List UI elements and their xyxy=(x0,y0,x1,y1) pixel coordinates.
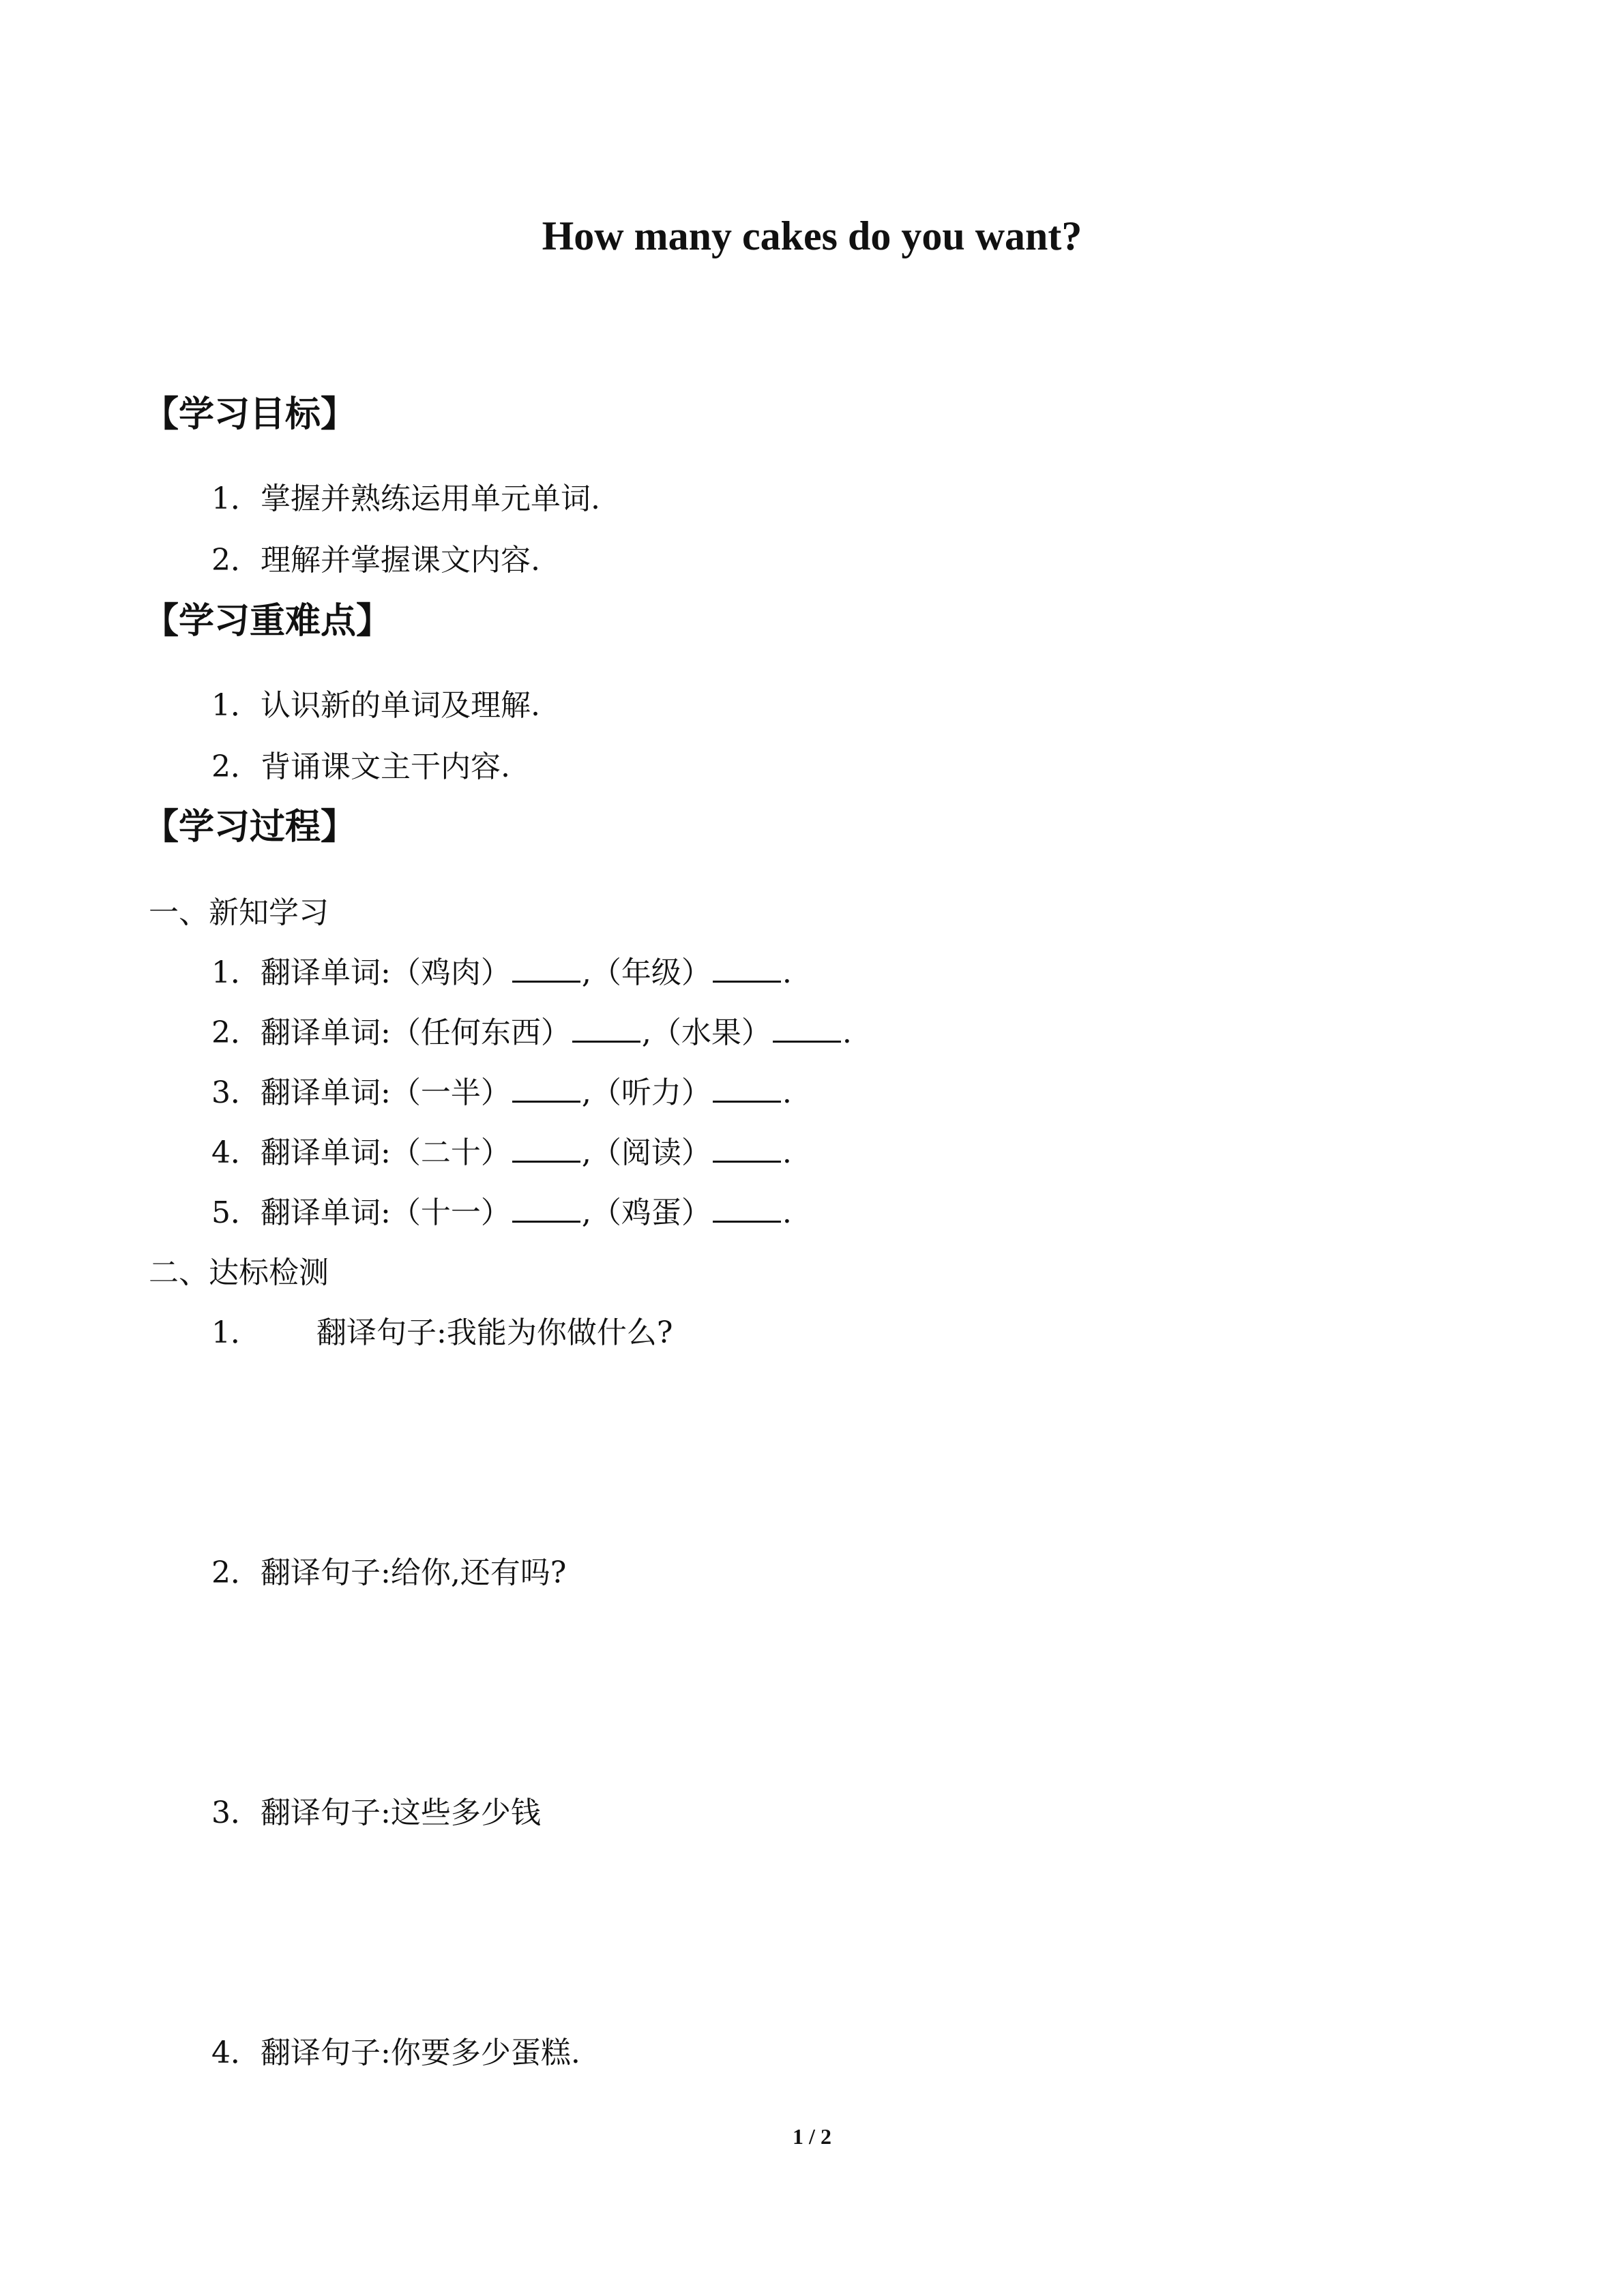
answer-blank[interactable] xyxy=(713,1073,781,1103)
page-number: 1 / 2 xyxy=(793,2124,831,2149)
answer-blank[interactable] xyxy=(512,1073,580,1103)
vocab-item: 1．翻译单词:（鸡肉） ,（年级） . xyxy=(211,948,792,992)
answer-blank[interactable] xyxy=(572,1013,640,1043)
answer-blank[interactable] xyxy=(512,1133,580,1163)
translation-item: 2．翻译句子:给你,还有吗? xyxy=(211,1555,567,1590)
subsection-heading-new-knowledge: 一、新知学习 xyxy=(149,895,329,930)
answer-blank[interactable] xyxy=(512,953,580,983)
translation-item: 1． 翻译句子:我能为你做什么? xyxy=(211,1315,673,1350)
section-heading-process: 【学习过程】 xyxy=(143,807,357,848)
answer-blank[interactable] xyxy=(713,953,781,983)
subsection-heading-check: 二、达标检测 xyxy=(149,1255,329,1290)
answer-blank[interactable] xyxy=(713,1193,781,1223)
key-point-item: 2．背诵课文主干内容. xyxy=(211,749,510,784)
key-point-item: 1．认识新的单词及理解. xyxy=(211,688,540,723)
goal-item: 1．掌握并熟练运用单元单词. xyxy=(211,481,600,516)
section-heading-key-points: 【学习重难点】 xyxy=(143,601,392,642)
vocab-item: 3．翻译单词:（一半） ,（听力） . xyxy=(211,1068,792,1112)
answer-blank[interactable] xyxy=(713,1133,781,1163)
vocab-item: 4．翻译单词:（二十） ,（阅读） . xyxy=(211,1128,792,1172)
vocab-item: 2．翻译单词:（任何东西） ,（水果） . xyxy=(211,1008,852,1052)
goal-item: 2．理解并掌握课文内容. xyxy=(211,543,540,578)
answer-blank[interactable] xyxy=(512,1193,580,1223)
translation-item: 3．翻译句子:这些多少钱 xyxy=(211,1795,541,1830)
translation-item: 4．翻译句子:你要多少蛋糕. xyxy=(211,2036,580,2070)
section-heading-goals: 【学习目标】 xyxy=(143,394,357,435)
vocab-item: 5．翻译单词:（十一） ,（鸡蛋） . xyxy=(211,1188,792,1232)
document-title: How many cakes do you want? xyxy=(542,213,1082,258)
answer-blank[interactable] xyxy=(773,1013,841,1043)
